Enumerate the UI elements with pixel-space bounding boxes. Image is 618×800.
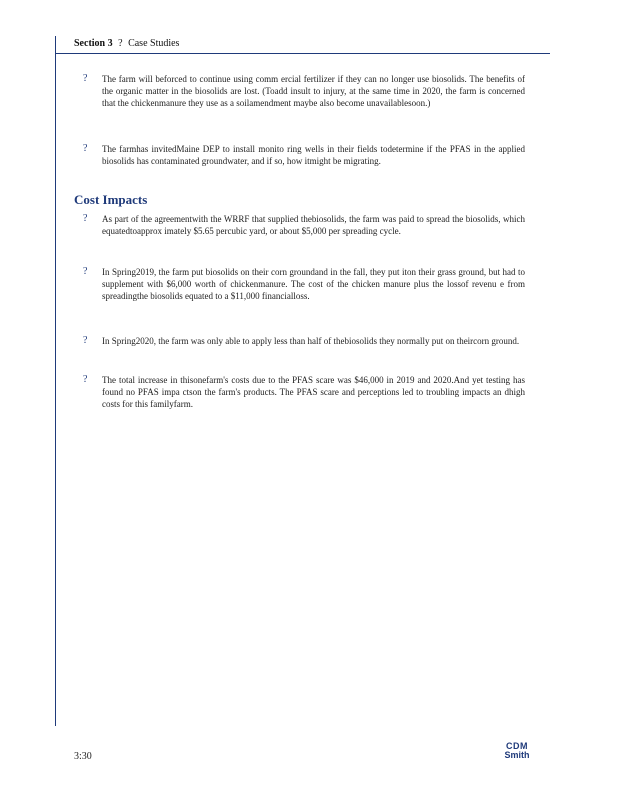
- list-item: [80, 335, 525, 347]
- bullet-marker: ?: [83, 143, 88, 154]
- bullet-marker: ?: [83, 213, 88, 224]
- cdm-smith-logo: [498, 742, 536, 762]
- bullet-marker: ?: [83, 266, 88, 277]
- list-item: [80, 143, 525, 167]
- page-number: 3:30: [74, 751, 92, 762]
- bullet-marker: ?: [83, 73, 88, 84]
- page-header: [74, 38, 179, 49]
- bullet-text: The farm will beforced to continue using comm ercial fertilizer if they can no longer use biosolids. The benefits of the organic matter in the biosolids are lost. (Toadd insult to injury, at the same time in 2020, the farm is concerned that the chickenmanure they use as a soilamendment maybe also become unavailablesoon.): [102, 74, 525, 108]
- list-item: [80, 73, 525, 109]
- bullet-marker: ?: [83, 374, 88, 385]
- bullet-text: The farmhas invitedMaine DEP to install monito ring wells in their fields todetermine if the PFAS in the applied biosolids has contaminated groundwater, and if so, how itmight be migrating.: [102, 144, 525, 166]
- logo-line-1: CDM: [506, 741, 528, 751]
- header-rule: [55, 53, 550, 54]
- list-item: [80, 213, 525, 237]
- logo-line-2: Smith: [504, 750, 530, 760]
- bullet-text: In Spring2020, the farm was only able to apply less than half of thebiosolids they normally put on theircorn ground.: [102, 336, 520, 346]
- bullet-text: The total increase in thisonefarm's costs due to the PFAS scare was $46,000 in 2019 and 2020.And yet testing has found no PFAS impa ctson the farm's products. The PFAS scare and perceptions led to troubling impacts an dhigh costs for this familyfarm.: [102, 375, 525, 409]
- left-margin-rule: [55, 36, 56, 726]
- section-label: Section 3: [74, 38, 113, 49]
- bullet-text: As part of the agreementwith the WRRF that supplied thebiosolids, the farm was paid to spread the biosolids, which equatedtoapprox imately $5.65 percubic yard, or about $5,000 per spreading cycle.: [102, 214, 525, 236]
- list-item: [80, 266, 525, 302]
- section-heading: Cost Impacts: [74, 192, 148, 207]
- bullet-text: In Spring2019, the farm put biosolids on their corn groundand in the fall, they put iton their grass ground, but had to supplement with $6,000 worth of chickenmanure. The cost of the chicken manure plus the lossof revenu e from spreadingthe biosolids equated to a $11,000 financialloss.: [102, 267, 525, 301]
- list-item: [80, 374, 525, 410]
- header-separator: ?: [118, 38, 123, 49]
- header-title: Case Studies: [128, 38, 180, 49]
- bullet-marker: ?: [83, 335, 88, 346]
